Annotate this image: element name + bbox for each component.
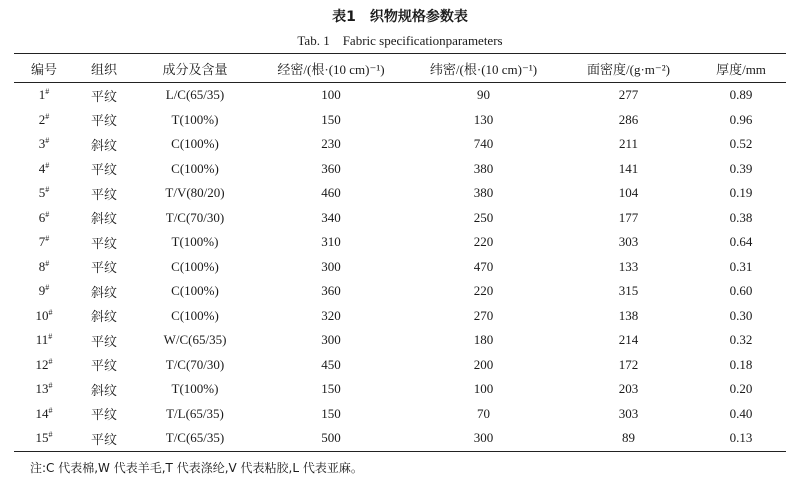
sample-number: 6	[38, 209, 46, 225]
cell-areal-density: 172	[618, 356, 639, 372]
sample-mark: #	[48, 381, 53, 391]
cell-areal-density: 203	[618, 381, 639, 397]
table-row	[14, 83, 786, 108]
table-row	[14, 132, 786, 157]
sample-mark: #	[45, 283, 50, 293]
cell-thickness: 0.18	[729, 356, 753, 372]
cell-no	[14, 279, 74, 304]
cell-weft-density: 740	[473, 136, 494, 152]
sample-number: 10	[35, 307, 49, 323]
cell-areal-density: 211	[618, 136, 639, 152]
cell-weave: 斜纹	[90, 284, 117, 300]
sample-number: 9	[38, 283, 46, 299]
table-title-en: Tab. 1 Fabric specificationparameters	[297, 33, 503, 48]
cell-warp-density: 450	[321, 356, 341, 372]
cell-thickness: 0.40	[729, 405, 753, 421]
header-thickness: 厚度/mm	[716, 61, 766, 77]
cell-no	[14, 83, 74, 108]
cell-composition: T/C(70/30)	[165, 356, 225, 372]
cell-composition: C(100%)	[171, 258, 219, 274]
header-areal-density: 面密度/(g·m⁻²)	[587, 61, 670, 77]
cell-warp-density: 320	[321, 307, 341, 323]
sample-mark: #	[45, 234, 50, 244]
fabric-spec-table	[14, 53, 786, 452]
sample-number: 8	[38, 258, 46, 274]
cell-weft-density: 470	[473, 258, 494, 274]
cell-areal-density: 141	[618, 160, 639, 176]
cell-areal-density: 303	[618, 234, 639, 250]
sample-number: 7	[38, 234, 46, 250]
cell-weft-density: 200	[473, 356, 494, 372]
cell-no	[14, 181, 74, 206]
cell-composition: T/C(65/35)	[165, 430, 225, 446]
sample-mark: #	[48, 430, 53, 440]
cell-composition: T(100%)	[171, 111, 219, 127]
cell-areal-density: 286	[618, 111, 639, 127]
cell-warp-density: 360	[321, 283, 341, 299]
header-warp-density: 经密/(根·(10 cm)⁻¹)	[277, 61, 385, 77]
cell-warp-density: 150	[321, 111, 341, 127]
cell-weft-density: 300	[473, 430, 494, 446]
sample-mark: #	[48, 307, 53, 317]
cell-thickness: 0.89	[729, 87, 753, 103]
cell-warp-density: 100	[321, 87, 341, 103]
cell-thickness: 0.31	[729, 258, 753, 274]
cell-weft-density: 250	[473, 209, 494, 225]
sample-number: 14	[35, 405, 49, 421]
cell-thickness: 0.32	[729, 332, 753, 348]
sample-number: 1	[38, 87, 46, 103]
cell-weave: 斜纹	[90, 211, 117, 227]
cell-weft-density: 220	[473, 283, 494, 299]
cell-weave: 斜纹	[90, 382, 117, 398]
cell-weft-density: 70	[477, 405, 490, 421]
cell-composition: T(100%)	[171, 234, 219, 250]
cell-weave: 平纹	[90, 431, 117, 447]
cell-weft-density: 90	[477, 87, 490, 103]
cell-thickness: 0.39	[729, 160, 753, 176]
cell-weft-density: 380	[473, 160, 494, 176]
table-row	[14, 426, 786, 451]
table-row	[14, 402, 786, 427]
cell-no	[14, 328, 74, 353]
cell-no	[14, 157, 74, 182]
cell-warp-density: 230	[321, 136, 341, 152]
cell-thickness: 0.38	[729, 209, 753, 225]
sample-number: 5	[38, 185, 46, 201]
table-title-cn: 表1 织物规格参数表	[332, 9, 468, 25]
cell-composition: T/L(65/35)	[166, 405, 224, 421]
table-body	[14, 83, 786, 452]
cell-areal-density: 138	[618, 307, 639, 323]
cell-weft-density: 270	[473, 307, 494, 323]
cell-warp-density: 460	[321, 185, 341, 201]
sample-mark: #	[45, 87, 50, 97]
sample-mark: #	[48, 332, 53, 342]
cell-thickness: 0.64	[729, 234, 753, 250]
cell-weave: 斜纹	[90, 137, 117, 153]
cell-weave: 斜纹	[90, 309, 117, 325]
cell-thickness: 0.30	[729, 307, 753, 323]
cell-warp-density: 300	[321, 332, 341, 348]
cell-weft-density: 380	[473, 185, 494, 201]
cell-weave: 平纹	[90, 113, 117, 129]
cell-thickness: 0.19	[729, 185, 753, 201]
cell-no	[14, 132, 74, 157]
table-row	[14, 230, 786, 255]
sample-mark: #	[45, 185, 50, 195]
cell-composition: T/V(80/20)	[165, 185, 225, 201]
cell-weft-density: 100	[473, 381, 494, 397]
sample-number: 15	[35, 430, 49, 446]
sample-number: 4	[38, 160, 46, 176]
sample-mark: #	[45, 209, 50, 219]
sample-mark: #	[48, 405, 53, 415]
table-row	[14, 206, 786, 231]
cell-no	[14, 304, 74, 329]
cell-areal-density: 214	[618, 332, 639, 348]
cell-composition: C(100%)	[171, 136, 219, 152]
sample-mark: #	[45, 258, 50, 268]
cell-areal-density: 277	[618, 87, 639, 103]
cell-areal-density: 177	[618, 209, 639, 225]
sample-number: 11	[35, 332, 49, 348]
cell-thickness: 0.20	[729, 381, 753, 397]
cell-weave: 平纹	[90, 186, 117, 202]
cell-areal-density: 89	[622, 430, 635, 446]
header-row	[14, 54, 786, 83]
cell-composition: T(100%)	[171, 381, 219, 397]
cell-composition: W/C(65/35)	[163, 332, 227, 348]
cell-weft-density: 220	[473, 234, 494, 250]
cell-thickness: 0.96	[729, 111, 753, 127]
cell-no	[14, 426, 74, 451]
cell-warp-density: 300	[321, 258, 341, 274]
cell-warp-density: 310	[321, 234, 341, 250]
cell-composition: C(100%)	[171, 160, 219, 176]
cell-weave: 平纹	[90, 358, 117, 374]
sample-mark: #	[45, 136, 50, 146]
sample-mark: #	[48, 356, 53, 366]
table-row	[14, 353, 786, 378]
cell-composition: L/C(65/35)	[165, 87, 225, 103]
table-row	[14, 279, 786, 304]
table-row	[14, 377, 786, 402]
sample-number: 3	[38, 136, 46, 152]
table-row	[14, 255, 786, 280]
cell-composition: C(100%)	[171, 307, 219, 323]
cell-weave: 平纹	[90, 88, 117, 104]
cell-areal-density: 315	[618, 283, 639, 299]
sample-number: 12	[35, 356, 49, 372]
cell-weft-density: 180	[473, 332, 494, 348]
cell-warp-density: 500	[321, 430, 341, 446]
header-composition: 成分及含量	[162, 61, 228, 77]
cell-no	[14, 108, 74, 133]
sample-mark: #	[45, 160, 50, 170]
cell-areal-density: 133	[618, 258, 639, 274]
header-no: 编号	[30, 61, 57, 77]
table-row	[14, 181, 786, 206]
header-weft-density: 纬密/(根·(10 cm)⁻¹)	[429, 61, 538, 77]
cell-weft-density: 130	[473, 111, 494, 127]
cell-weave: 平纹	[90, 260, 117, 276]
table-row	[14, 157, 786, 182]
table-row	[14, 304, 786, 329]
cell-areal-density: 104	[618, 185, 639, 201]
cell-areal-density: 303	[618, 405, 639, 421]
cell-thickness: 0.13	[729, 430, 753, 446]
cell-warp-density: 150	[321, 405, 341, 421]
header-weave: 组织	[90, 61, 117, 77]
cell-warp-density: 360	[321, 160, 341, 176]
cell-no	[14, 402, 74, 427]
cell-weave: 平纹	[90, 407, 117, 423]
cell-no	[14, 206, 74, 231]
cell-warp-density: 150	[321, 381, 341, 397]
cell-no	[14, 377, 74, 402]
cell-composition: C(100%)	[171, 283, 219, 299]
cell-warp-density: 340	[321, 209, 341, 225]
cell-composition: T/C(70/30)	[165, 209, 225, 225]
cell-no	[14, 255, 74, 280]
sample-mark: #	[45, 111, 50, 121]
cell-weave: 平纹	[90, 162, 117, 178]
table-row	[14, 328, 786, 353]
table-row	[14, 108, 786, 133]
table-note: 注:C 代表棉,W 代表羊毛,T 代表涤纶,V 代表粘胶,L 代表亚麻。	[30, 461, 363, 475]
cell-weave: 平纹	[90, 235, 117, 251]
cell-no	[14, 230, 74, 255]
sample-number: 2	[38, 111, 46, 127]
cell-thickness: 0.52	[729, 136, 753, 152]
cell-weave: 平纹	[90, 333, 117, 349]
cell-no	[14, 353, 74, 378]
sample-number: 13	[35, 381, 49, 397]
cell-thickness: 0.60	[729, 283, 753, 299]
